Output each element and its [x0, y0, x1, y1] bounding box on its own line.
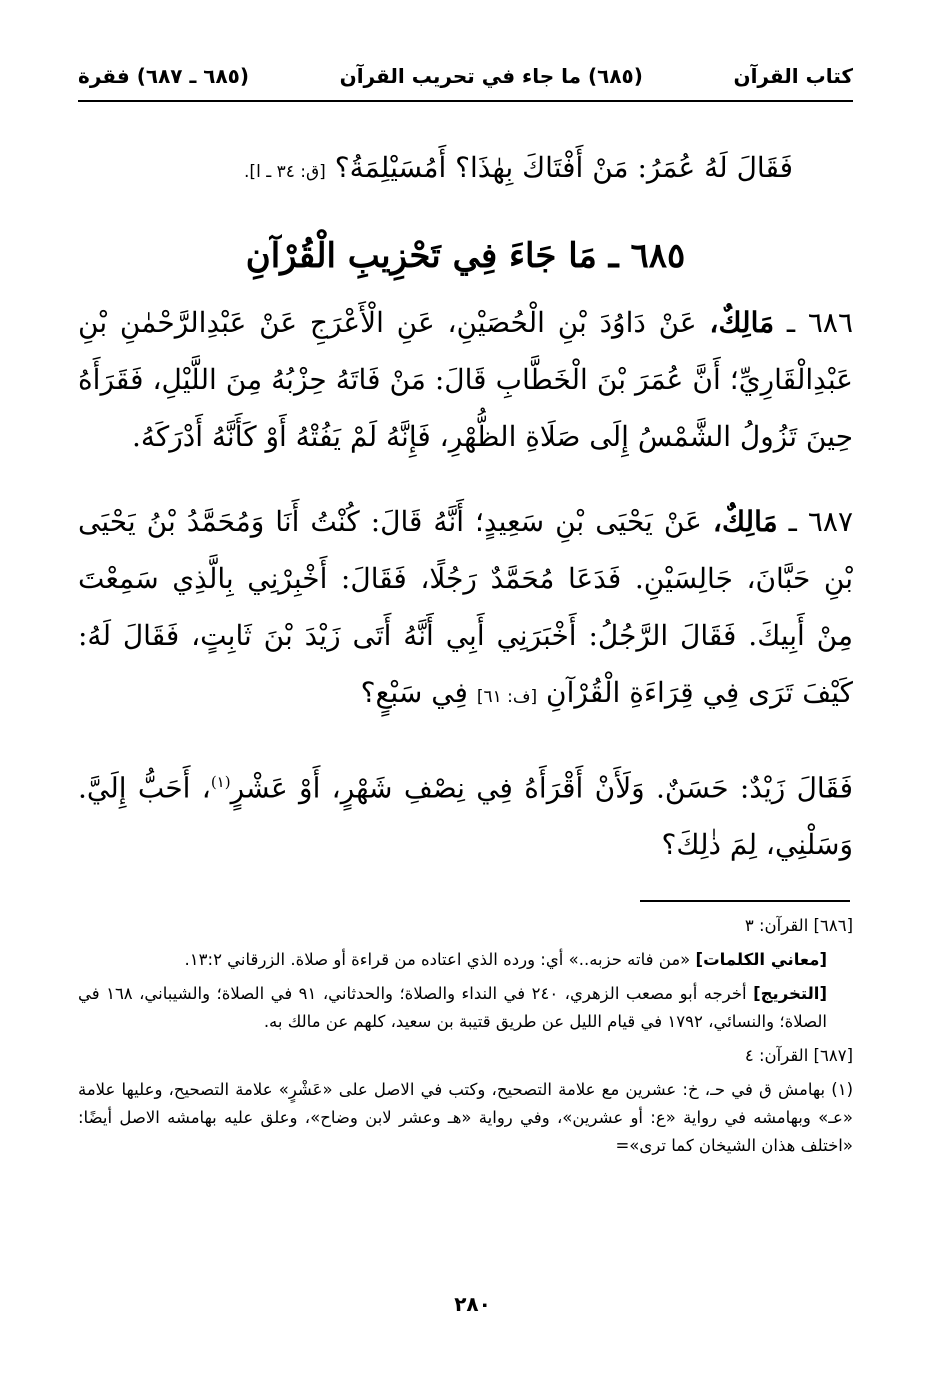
footnote-1 — [78, 1076, 853, 1160]
note-takhrij — [78, 980, 853, 1036]
running-header — [78, 58, 853, 94]
paragraph-number: ٦٨٦ ـ — [786, 306, 853, 339]
inline-reference: [ف: ٦١] — [476, 687, 538, 707]
intro-line — [78, 140, 793, 200]
narrator-name: مَالِكٌ، — [709, 306, 775, 339]
intro-text: فَقَالَ لَهُ عُمَرُ: مَنْ أَفْتَاكَ بِهٰذَا؟ أَمُسَيْلِمَةُ؟ — [334, 151, 793, 184]
takhrij-label: [التخريج] — [753, 984, 827, 1003]
note-meanings — [78, 946, 853, 974]
footnote-1-mark: (١) — [831, 1080, 853, 1099]
note-686-ref: [٦٨٦] القرآن: ٣ — [744, 916, 853, 935]
footnote-divider — [640, 900, 850, 902]
page-number: ٢٨٠ — [454, 1292, 491, 1316]
intro-reference: [ق: ٣٤ ـ ا]. — [244, 162, 326, 182]
header-divider — [78, 100, 853, 102]
header-range: (٦٨٥ ـ ٦٨٧) فقرة — [78, 64, 250, 88]
paragraph-687-continued — [78, 754, 853, 873]
footnotes — [78, 912, 853, 1166]
paragraph-text: عَنْ دَاوُدَ بْنِ الْحُصَيْنِ، عَنِ الْأَعْرَجِ عَنْ عَبْدِالرَّحْمٰنِ بْنِ عَبْدِالْقَارِيِّ؛ أَنَّ عُمَرَ بْنَ الْخَطَّابِ قَالَ: مَنْ فَاتَهُ حِزْبُهُ مِنَ اللَّيْلِ، فَقَرَأَهُ حِينَ تَزُولُ الشَّمْسُ إِلَى صَلَاةِ الظُّهْرِ، فَإِنَّهُ لَمْ يَفُتْهُ أَوْ كَأَنَّهُ أَدْرَكَهُ. — [78, 306, 853, 453]
meanings-label: [معاني الكلمات] — [695, 950, 827, 969]
paragraph-text-end: ، أَحَبُّ إِلَيَّ. وَسَلْنِي، لِمَ ذٰلِكَ؟ — [78, 771, 853, 862]
paragraph-686 — [78, 294, 853, 465]
chapter-title: ٦٨٥ ـ مَا جَاءَ فِي تَحْزِيبِ الْقُرْآنِ — [245, 236, 686, 276]
main-text — [78, 140, 853, 901]
footnote-marker[interactable]: (١) — [210, 773, 231, 791]
note-687-ref: [٦٨٧] القرآن: ٤ — [744, 1046, 853, 1065]
paragraph-number: ٦٨٧ ـ — [788, 505, 854, 538]
meanings-text: «من فاته حزبه..» أي: ورده الذي اعتاده من قراءة أو صلاة. الزرقاني ١٣:٢. — [184, 950, 691, 969]
paragraph-text: عَنْ يَحْيَى بْنِ سَعِيدٍ؛ أَنَّهُ قَالَ: كُنْتُ أَنَا وَمُحَمَّدُ بْنُ يَحْيَى بْنِ حَبَّانَ، جَالِسَيْنِ. فَدَعَا مُحَمَّدٌ رَجُلًا، فَقَالَ: أَخْبِرْنِي بِالَّذِي سَمِعْتَ مِنْ أَبِيكَ. فَقَالَ الرَّجُلُ: أَخْبَرَنِي أَبِي أَنَّهُ أَتَى زَيْدَ بْنَ ثَابِتٍ، فَقَالَ لَهُ: كَيْفَ تَرَى فِي قِرَاءَةِ الْقُرْآنِ — [78, 505, 853, 709]
paragraph-687 — [78, 493, 853, 726]
header-book-title: كتاب القرآن — [733, 64, 853, 88]
paragraph-text-end: فِي سَبْعٍ؟ — [360, 676, 468, 709]
takhrij-text: أخرجه أبو مصعب الزهري، ٢٤٠ في النداء والصلاة؛ والحدثاني، ٩١ في الصلاة؛ والشيباني، ١٦٨ في الصلاة؛ والنسائي، ١٧٩٢ في قيام الليل عن طريق قتيبة بن سعيد، كلهم عن مالك به. — [78, 984, 827, 1031]
narrator-name: مَالِكٌ، — [712, 505, 778, 538]
paragraph-text: فَقَالَ زَيْدٌ: حَسَنٌ. وَلَأَنْ أَقْرَأَهُ فِي نِصْفِ شَهْرٍ، أَوْ عَشْرٍ — [230, 771, 853, 805]
footnote-1-text: بهامش ق في حـ، خ: عشرين مع علامة التصحيح، وكتب في الاصل على «عَشْرٍ» علامة التصحيح، وعليها علامة «عـ» وبهامشه في رواية «ع: أو عشرين»، وفي رواية «هـ وعشر لابن وضاح»، وعلق عليه بهامشه الاصل أيضًا: «اختلف هذان الشيخان كما ترى»= — [78, 1080, 853, 1155]
header-chapter: (٦٨٥) ما جاء في تحريب القرآن — [339, 64, 643, 88]
